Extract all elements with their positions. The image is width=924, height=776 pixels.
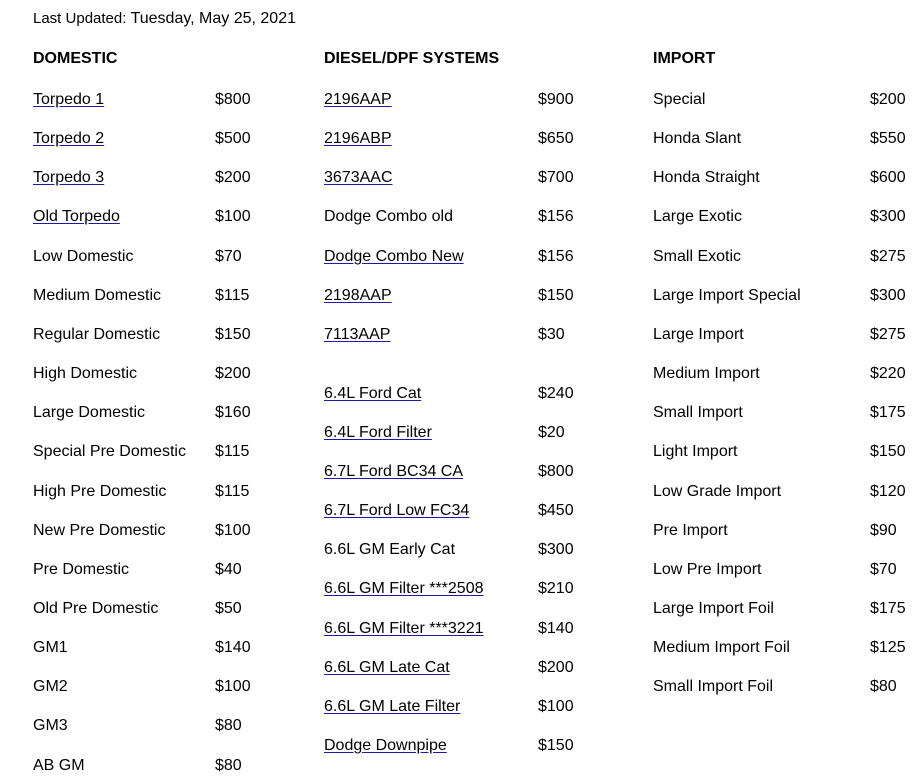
item-price: $600 — [870, 169, 906, 186]
item-link[interactable]: 3673AAC — [324, 169, 393, 186]
item-price: $150 — [538, 287, 574, 304]
item-name: Light Import — [653, 443, 738, 460]
item-price: $90 — [870, 522, 897, 539]
item-price: $200 — [215, 365, 251, 382]
item-name: Medium Domestic — [33, 287, 162, 304]
item-link[interactable]: 2196ABP — [324, 130, 392, 147]
item-name: Regular Domestic — [33, 326, 161, 343]
item-price: $220 — [870, 365, 906, 382]
item-name: 6.6L GM Early Cat — [324, 541, 456, 558]
item-price: $300 — [870, 287, 906, 304]
item-link[interactable]: 6.4L Ford Filter — [324, 424, 432, 441]
item-name: Honda Straight — [653, 169, 760, 186]
item-price: $550 — [870, 130, 906, 147]
item-name: Low Pre Import — [653, 561, 762, 578]
last-updated-label: Last Updated: — [33, 10, 127, 27]
item-name: Low Domestic — [33, 248, 134, 265]
item-link[interactable]: 6.7L Ford BC34 CA — [324, 463, 464, 480]
item-price: $115 — [215, 443, 250, 460]
item-price: $700 — [538, 169, 574, 186]
item-link[interactable]: Torpedo 2 — [33, 130, 105, 147]
item-link[interactable]: Dodge Downpipe — [324, 737, 447, 754]
item-name: Small Import Foil — [653, 678, 774, 695]
item-link[interactable]: Torpedo 1 — [33, 91, 105, 108]
item-price: $40 — [215, 561, 242, 578]
item-name: Dodge Combo old — [324, 208, 453, 225]
item-price: $100 — [215, 522, 251, 539]
item-price: $300 — [538, 541, 574, 558]
item-price: $100 — [538, 698, 574, 715]
item-price: $200 — [215, 169, 251, 186]
item-price: $900 — [538, 91, 574, 108]
item-link[interactable]: 2198AAP — [324, 287, 392, 304]
item-price: $80 — [215, 717, 242, 734]
item-name: High Pre Domestic — [33, 483, 167, 500]
item-link[interactable]: 6.6L GM Filter ***2508 — [324, 580, 484, 597]
item-link[interactable]: Torpedo 3 — [33, 169, 105, 186]
item-name: New Pre Domestic — [33, 522, 166, 539]
item-price: $100 — [215, 208, 251, 225]
item-price: $50 — [215, 600, 242, 617]
item-price: $275 — [870, 248, 906, 265]
domestic-heading: DOMESTIC — [33, 50, 118, 67]
item-name: Medium Import — [653, 365, 760, 382]
item-price: $115 — [215, 287, 250, 304]
item-price: $150 — [538, 737, 574, 754]
item-price: $450 — [538, 502, 574, 519]
item-price: $500 — [215, 130, 251, 147]
item-price: $30 — [538, 326, 565, 343]
item-price: $210 — [538, 580, 574, 597]
item-price: $156 — [538, 208, 574, 225]
diesel-dpf-heading: DIESEL/DPF SYSTEMS — [324, 50, 500, 67]
item-link[interactable]: 7113AAP — [324, 326, 391, 343]
item-name: Small Exotic — [653, 248, 742, 265]
item-name: Large Import — [653, 326, 744, 343]
item-name: Special — [653, 91, 706, 108]
item-price: $300 — [870, 208, 906, 225]
item-price: $240 — [538, 385, 574, 402]
item-price: $120 — [870, 483, 906, 500]
item-price: $650 — [538, 130, 574, 147]
item-price: $156 — [538, 248, 574, 265]
item-name: Medium Import Foil — [653, 639, 790, 656]
item-link[interactable]: 6.4L Ford Cat — [324, 385, 422, 402]
item-link[interactable]: Old Torpedo — [33, 208, 120, 225]
item-name: GM2 — [33, 678, 68, 695]
item-link[interactable]: 6.6L GM Filter ***3221 — [324, 620, 484, 637]
item-name: Low Grade Import — [653, 483, 782, 500]
item-price: $200 — [870, 91, 906, 108]
item-price: $150 — [870, 443, 906, 460]
item-price: $800 — [215, 91, 251, 108]
item-price: $200 — [538, 659, 574, 676]
import-heading: IMPORT — [653, 50, 716, 67]
item-name: Small Import — [653, 404, 743, 421]
item-link[interactable]: 6.6L GM Late Filter — [324, 698, 461, 715]
item-price: $275 — [870, 326, 906, 343]
item-name: AB GM — [33, 757, 85, 774]
item-name: Large Domestic — [33, 404, 146, 421]
last-updated-date: Tuesday, May 25, 2021 — [130, 10, 296, 27]
item-name: GM3 — [33, 717, 68, 734]
item-price: $140 — [215, 639, 251, 656]
item-name: Pre Import — [653, 522, 728, 539]
item-name: Large Import Special — [653, 287, 801, 304]
item-name: Large Exotic — [653, 208, 742, 225]
item-name: Honda Slant — [653, 130, 742, 147]
item-link[interactable]: 2196AAP — [324, 91, 392, 108]
item-name: GM1 — [33, 639, 68, 656]
last-updated — [33, 10, 296, 28]
item-name: Pre Domestic — [33, 561, 130, 578]
item-price: $70 — [215, 248, 242, 265]
item-link[interactable]: Dodge Combo New — [324, 248, 464, 265]
item-price: $125 — [870, 639, 906, 656]
item-price: $100 — [215, 678, 251, 695]
item-name: Large Import Foil — [653, 600, 774, 617]
item-price: $80 — [870, 678, 897, 695]
item-price: $150 — [215, 326, 251, 343]
item-price: $70 — [870, 561, 897, 578]
item-name: Old Pre Domestic — [33, 600, 159, 617]
item-price: $115 — [215, 483, 250, 500]
item-link[interactable]: 6.6L GM Late Cat — [324, 659, 450, 676]
item-price: $80 — [215, 757, 242, 774]
item-price: $175 — [870, 600, 906, 617]
item-price: $800 — [538, 463, 574, 480]
item-name: Special Pre Domestic — [33, 443, 186, 460]
item-price: $160 — [215, 404, 251, 421]
item-link[interactable]: 6.7L Ford Low FC34 — [324, 502, 470, 519]
item-name: High Domestic — [33, 365, 138, 382]
item-price: $140 — [538, 620, 574, 637]
item-price: $20 — [538, 424, 565, 441]
item-price: $175 — [870, 404, 906, 421]
